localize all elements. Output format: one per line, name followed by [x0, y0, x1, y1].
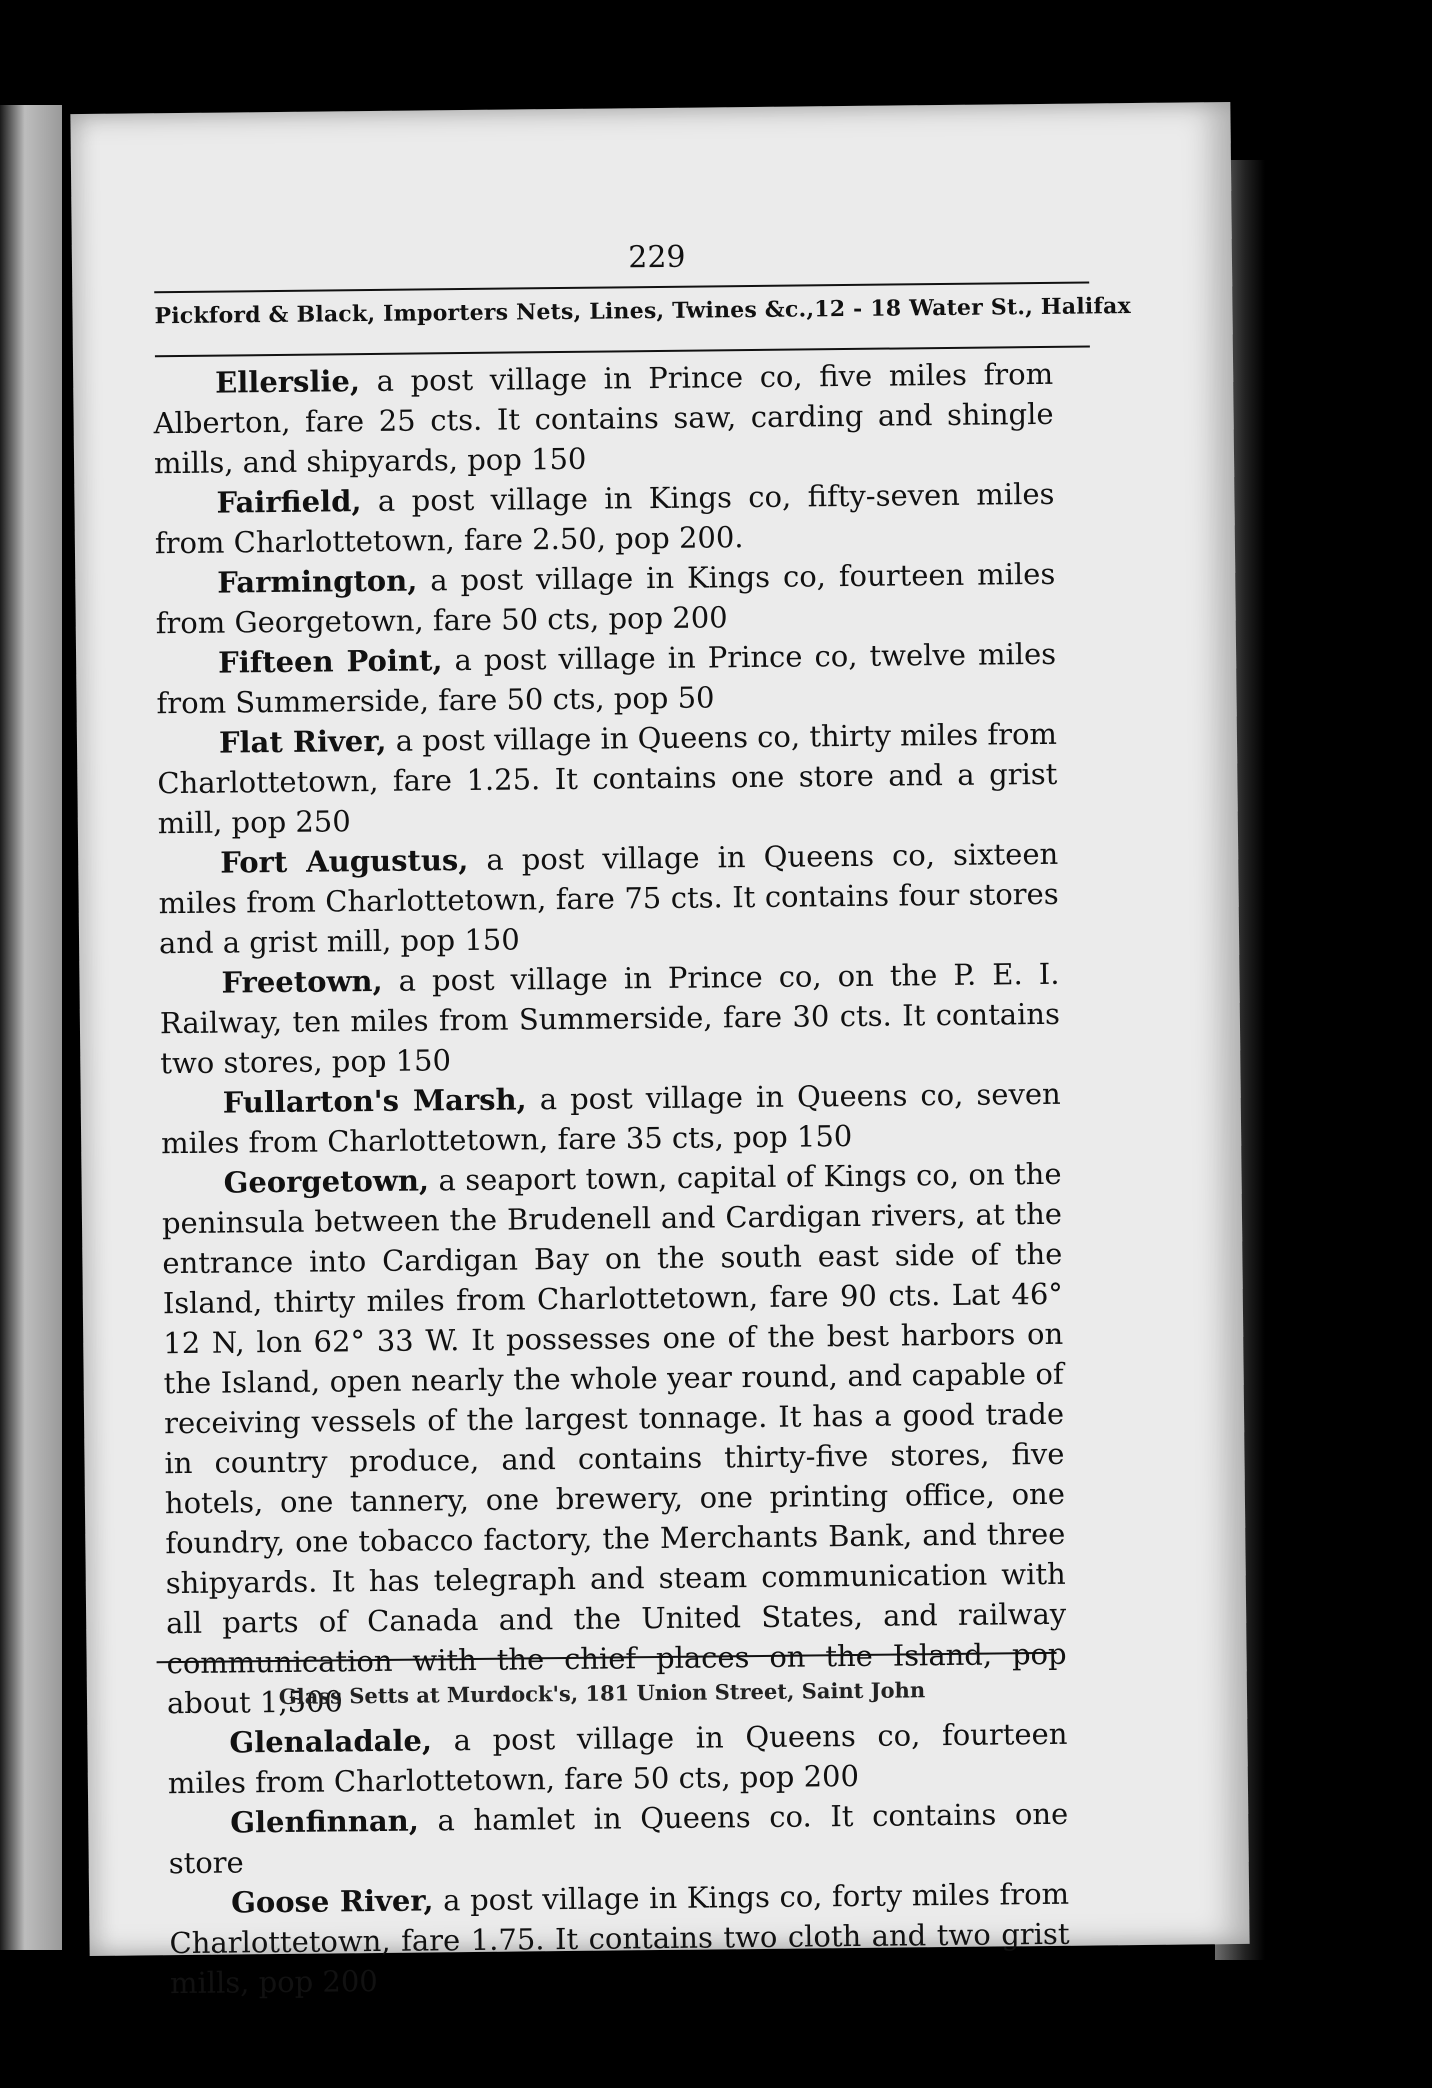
- entry-name: Glenfinnan,: [230, 1803, 420, 1840]
- header-rule-top: [154, 281, 1089, 293]
- entry-farmington: [155, 554, 1056, 643]
- book-page: [70, 102, 1249, 2001]
- entry-goose-river: [169, 1874, 1070, 2003]
- entry-name: Fullarton's Marsh,: [222, 1082, 527, 1120]
- entry-name: Ellerslie,: [215, 364, 361, 400]
- entry-text: a seaport town, capital of Kings co, on the peninsula between the Brudenell and Cardigan rivers, at the entrance into Cardigan Bay on the south east side of the Island, thirty miles from Charlottetown, fare 90 cts. Lat 46° 12 N, lon 62° 33 W. It possesses one of the best harbors on the Island, open nearly the whole year round, and capable of receiving vessels of the largest tonnage. It has a good trade in country produce, and contains thirty-five stores, five hotels, one tannery, one brewery, one printing office, one foundry, one tobacco factory, the Merchants Bank, and three shipyards. It has telegraph and steam communication with all parts of Canada and the United States, and railway communication with the chief places on the Island, pop about 1,500: [161, 1156, 1067, 1721]
- entry-text: a post village in Queens co, fourteen miles from Charlottetown, fare 50 cts, pop 200: [167, 1716, 1068, 1801]
- entry-text: a post village in Kings co, fourteen miles from Georgetown, fare 50 cts, pop 200: [155, 556, 1056, 641]
- entry-georgetown: [161, 1154, 1067, 1723]
- entry-text: a post village in Prince co, twelve miles from Summerside, fare 50 cts, pop 50: [156, 636, 1057, 721]
- page-number: 229: [628, 239, 686, 276]
- entry-text: a post village in Prince co, on the P. E. I. Railway, ten miles from Summerside, fare 30 cts. It contains two stores, pop 150: [159, 956, 1061, 1081]
- entry-name: Fifteen Point,: [217, 643, 443, 680]
- entry-name: Freetown,: [221, 963, 383, 1000]
- entry-fullartons-marsh: [161, 1074, 1062, 1163]
- footer-advertisement: Glass Setts at Murdock's, 181 Union Street, Saint John: [278, 1677, 926, 1710]
- header-advertisement: Pickford & Black, Importers Nets, Lines, Twines &c.,12 - 18 Water St., Halifax: [154, 293, 1131, 330]
- entry-name: Glenaladale,: [229, 1723, 433, 1760]
- entry-fort-augustus: [158, 834, 1059, 963]
- entry-name: Farmington,: [217, 563, 418, 600]
- entry-name: Georgetown,: [223, 1163, 430, 1200]
- gazetteer-entries: [153, 354, 1070, 2003]
- entry-glenfinnan: [168, 1794, 1069, 1883]
- entry-text: a post village in Queens co, thirty miles from Charlottetown, fare 1.25. It contains one store and a grist mill, pop 250: [157, 716, 1058, 841]
- entry-flat-river: [157, 714, 1058, 843]
- adjacent-page-edge: [0, 105, 62, 1950]
- entry-text: a post village in Queens co, sixteen miles from Charlottetown, fare 75 cts. It contains four stores and a grist mill, pop 150: [158, 836, 1059, 961]
- entry-text: a post village in Kings co, forty miles from Charlottetown, fare 1.75. It contains two cloth and two grist mills, pop 200: [169, 1876, 1070, 2001]
- entry-fairfield: [154, 474, 1055, 563]
- entry-freetown: [159, 954, 1060, 1083]
- entry-text: a post village in Kings co, fifty-seven miles from Charlottetown, fare 2.50, pop 200.: [154, 476, 1055, 561]
- entry-name: Fort Augustus,: [220, 842, 469, 880]
- entry-fifteen-point: [156, 634, 1057, 723]
- entry-glenaladale: [167, 1714, 1068, 1803]
- entry-name: Goose River,: [230, 1883, 434, 1920]
- entry-text: a hamlet in Queens co. It contains one store: [168, 1796, 1069, 1881]
- entry-name: Flat River,: [218, 723, 387, 760]
- entry-ellerslie: [153, 354, 1054, 483]
- entry-text: a post village in Prince co, five miles from Alberton, fare 25 cts. It contains saw, carding and shingle mills, and shipyards, pop 150: [153, 356, 1054, 481]
- entry-text: a post village in Queens co, seven miles from Charlottetown, fare 35 cts, pop 150: [160, 1076, 1061, 1161]
- entry-name: Fairfield,: [216, 484, 362, 520]
